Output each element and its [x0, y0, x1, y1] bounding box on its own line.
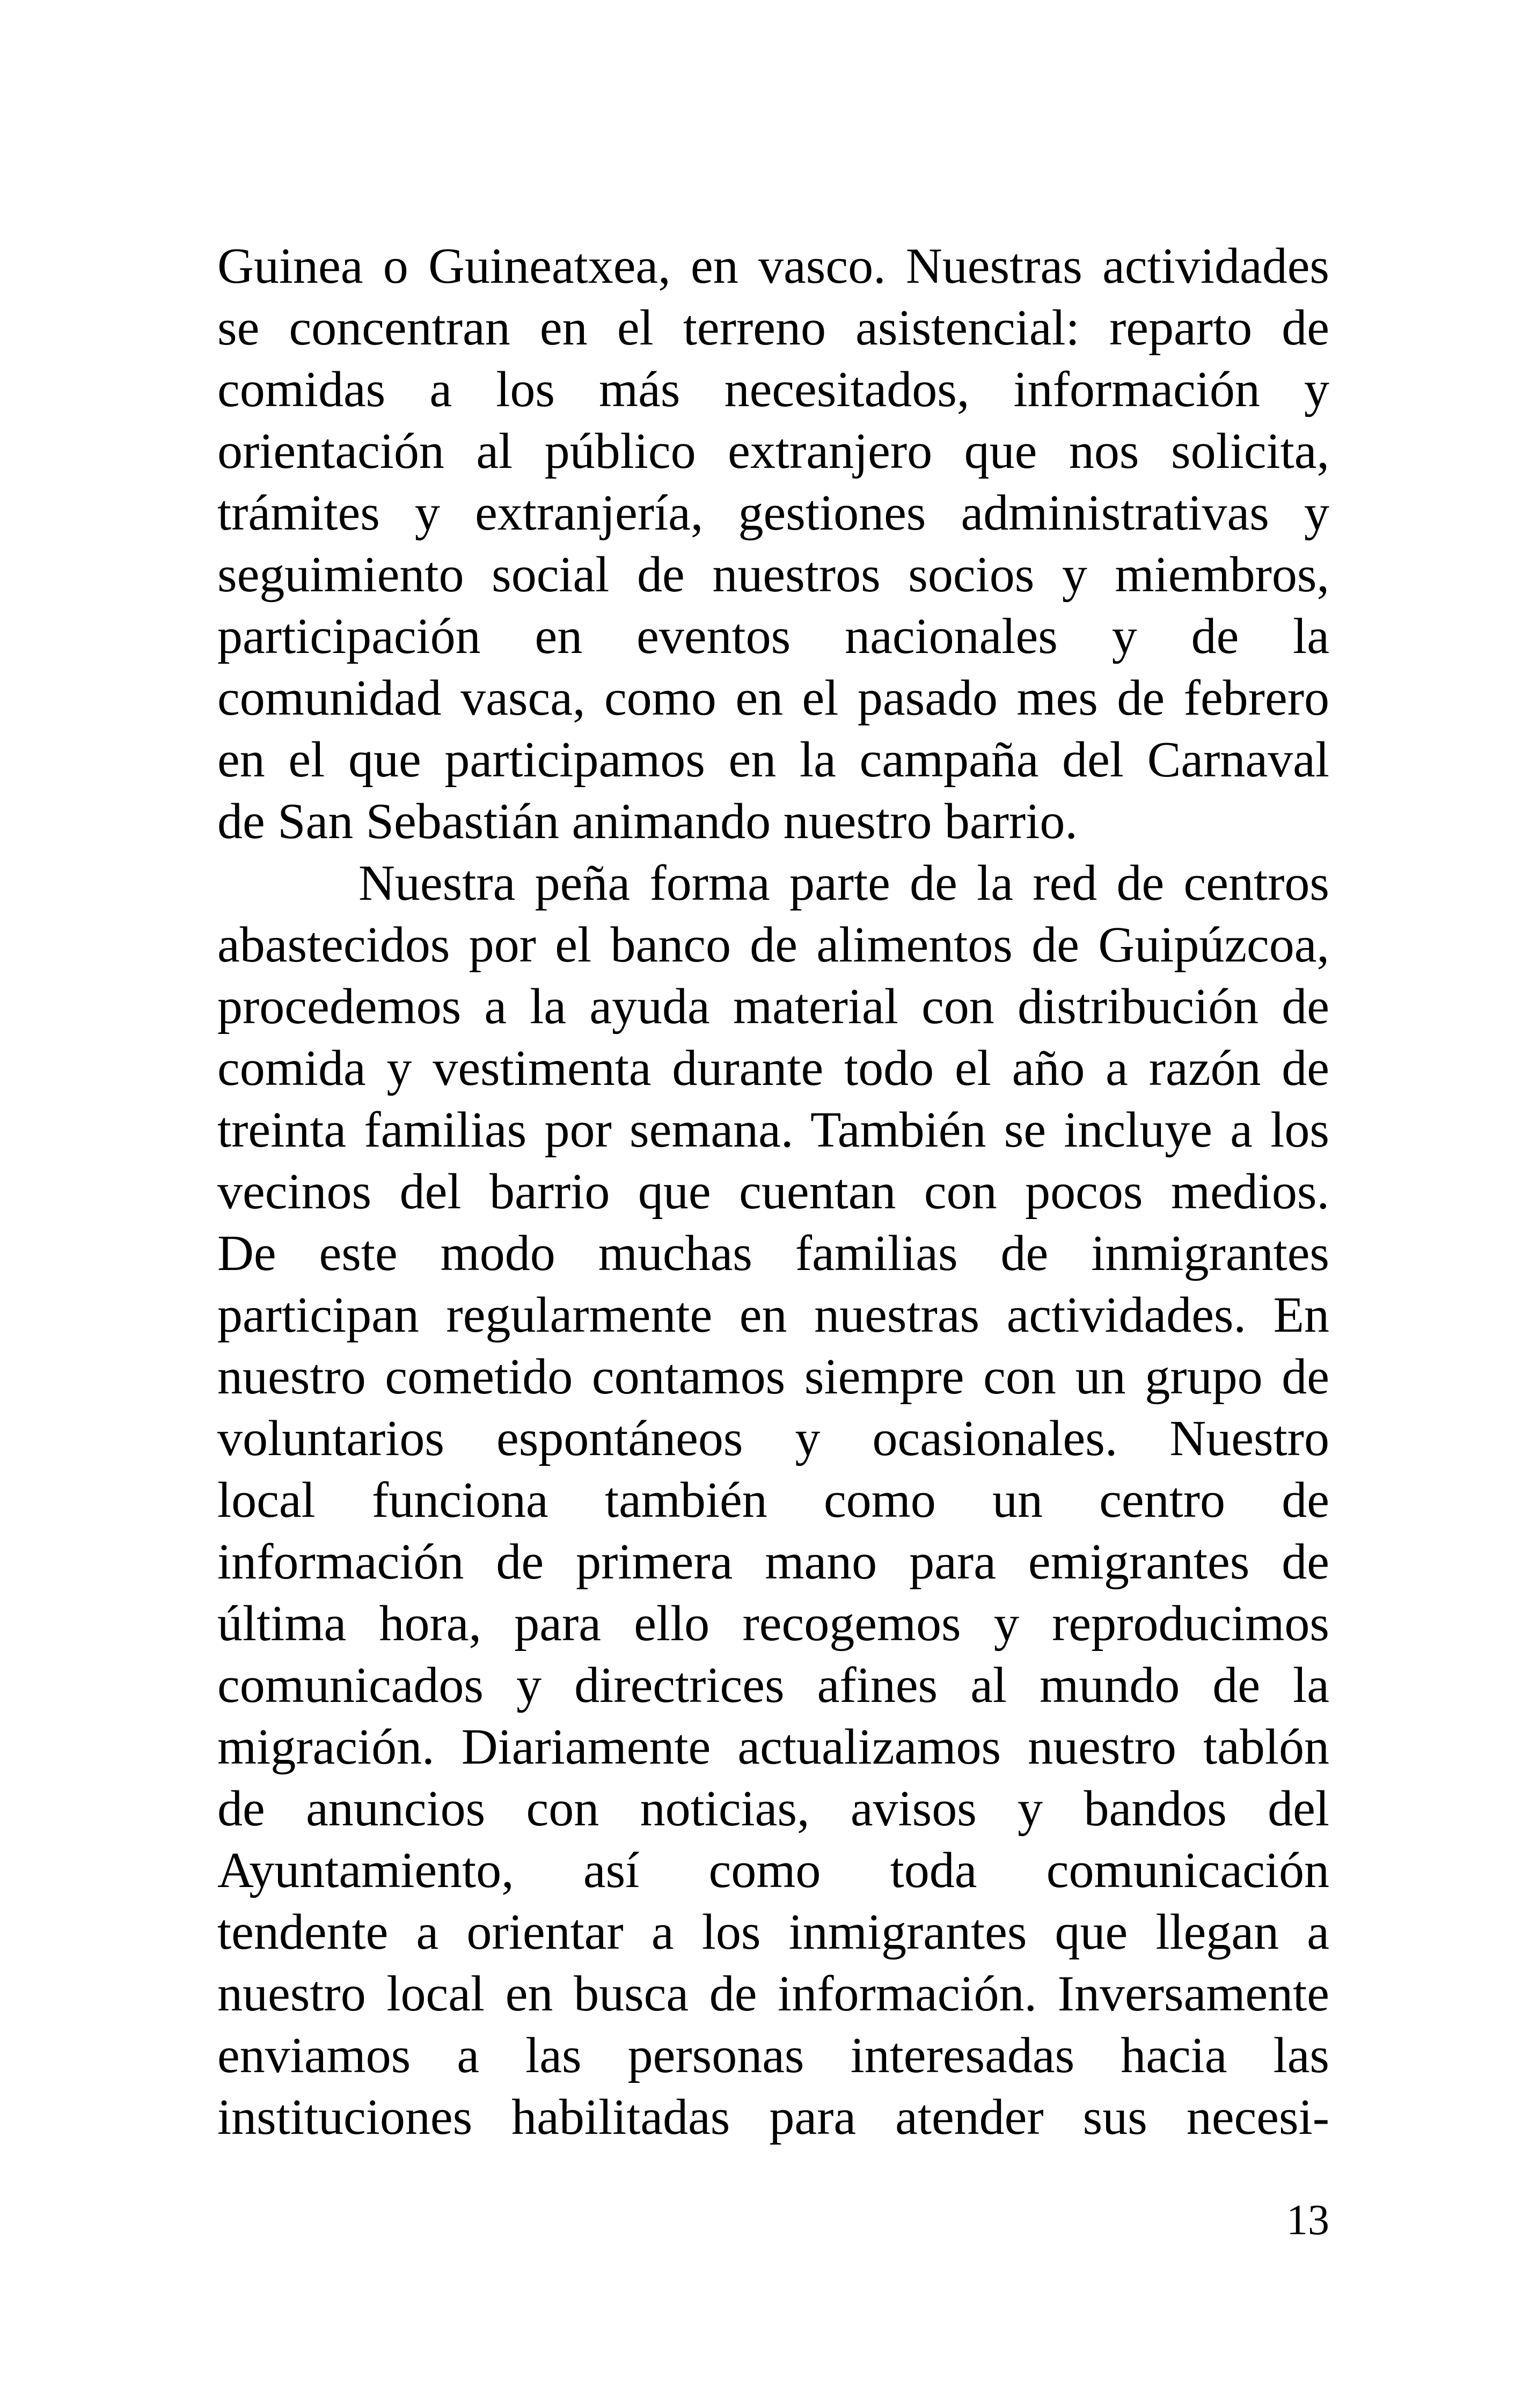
text-line: De este modo muchas familias de inmigrantes	[217, 1225, 1329, 1281]
text-line: orientación al público extranjero que nos solicita,	[217, 423, 1329, 479]
text-line: nuestro cometido contamos siempre con un grupo de	[217, 1349, 1329, 1405]
page-number: 13	[1286, 2197, 1329, 2244]
text-line: vecinos del barrio que cuentan con pocos medios.	[217, 1164, 1329, 1220]
text-line: seguimiento social de nuestros socios y miembros,	[217, 547, 1329, 603]
text-line: treinta familias por semana. También se incluye a los	[217, 1102, 1329, 1158]
text-line: local funciona también como un centro de	[217, 1472, 1329, 1528]
text-line: tendente a orientar a los inmigrantes que llegan a	[217, 1904, 1329, 1960]
text-line: participan regularmente en nuestras actividades. En	[217, 1287, 1329, 1343]
text-line: enviamos a las personas interesadas hacia las	[217, 2028, 1329, 2083]
text-line: comidas a los más necesitados, información y	[217, 362, 1329, 417]
text-line: nuestro local en busca de información. Inversamente	[217, 1966, 1329, 2022]
text-line: comunicados y directrices afines al mundo de la	[217, 1657, 1329, 1713]
text-block	[217, 236, 1329, 2148]
text-line: procedemos a la ayuda material con distribución de	[217, 979, 1329, 1034]
text-line: en el que participamos en la campaña del Carnaval	[217, 732, 1329, 788]
text-line: trámites y extranjería, gestiones administrativas y	[217, 485, 1329, 541]
text-line: de anuncios con noticias, avisos y bandos del	[217, 1781, 1329, 1837]
text-line: información de primera mano para emigrantes de	[217, 1534, 1329, 1590]
text-line: se concentran en el terreno asistencial: reparto de	[217, 300, 1329, 356]
text-line: Nuestra peña forma parte de la red de centros	[358, 855, 1329, 911]
text-line: instituciones habilitadas para atender sus necesi-	[217, 2089, 1329, 2145]
text-line: abastecidos por el banco de alimentos de Guipúzcoa,	[217, 917, 1329, 973]
text-line: participación en eventos nacionales y de la	[217, 608, 1329, 664]
text-line: voluntarios espontáneos y ocasionales. Nuestro	[217, 1411, 1329, 1466]
text-line: Guinea o Guineatxea, en vasco. Nuestras actividades	[217, 238, 1329, 294]
text-line: Ayuntamiento, así como toda comunicación	[217, 1842, 1329, 1898]
text-line: comida y vestimenta durante todo el año a razón de	[217, 1040, 1329, 1096]
text-line: comunidad vasca, como en el pasado mes de febrero	[217, 670, 1329, 726]
text-line: última hora, para ello recogemos y reproducimos	[217, 1596, 1329, 1651]
text-line: migración. Diariamente actualizamos nuestro tablón	[217, 1719, 1329, 1775]
text-line: de San Sebastián animando nuestro barrio.	[217, 794, 1078, 849]
